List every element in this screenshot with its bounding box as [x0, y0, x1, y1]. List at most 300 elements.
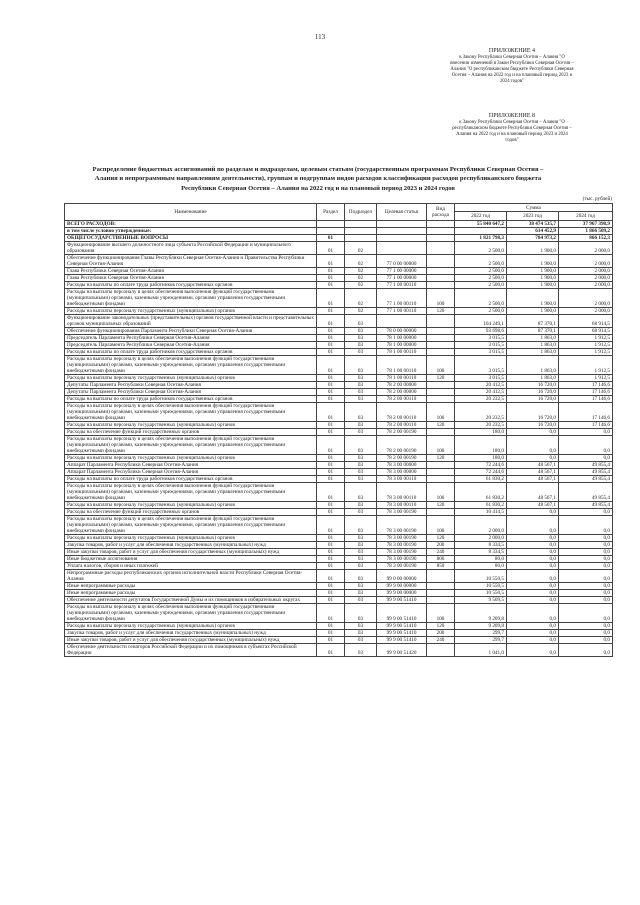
cell-2023: 0,0 [507, 623, 559, 630]
table-row [65, 469, 613, 476]
table-row [65, 502, 613, 509]
cell-subsection: 03 [345, 583, 377, 590]
cell-2023: 48 567,1 [507, 469, 559, 476]
cell-2023: 1 900,0 [507, 268, 559, 275]
cell-section: 01 [317, 563, 345, 570]
table-row [65, 308, 613, 315]
cell-expense-type [427, 469, 455, 476]
cell-target: 78 2 00 00190 [377, 436, 427, 455]
table-row [65, 342, 613, 349]
cell-section: 01 [317, 476, 345, 483]
cell-2023: 1 863,0 [507, 375, 559, 382]
table-row [65, 396, 613, 403]
cell-subsection: 03 [345, 509, 377, 516]
table-row [65, 382, 613, 389]
appendix-4-line: 2024 годов" [500, 79, 524, 85]
cell-expense-type [427, 335, 455, 342]
cell-expense-type [427, 597, 455, 604]
header-sum: Сумма [455, 204, 613, 212]
cell-2023: 0,0 [507, 549, 559, 556]
cell-target: 78 3 00 00110 [377, 476, 427, 483]
cell-2024: 2 000,0 [559, 242, 613, 255]
cell-target: 78 3 00 00190 [377, 535, 427, 542]
cell-target: 77 1 00 00110 [377, 282, 427, 289]
cell-name: Функционирование законодательных (представительных) органов государственной власти и представительных органов муниципальных образований [65, 315, 317, 328]
cell-target: 78 3 00 00110 [377, 502, 427, 509]
cell-name: Расходы на выплаты персоналу в целях обеспечения выполнения функций государственными (муниципальными) органами, казенными учреждениями, органами управления государственными внебюджетными фондами [65, 483, 317, 502]
cell-2022: 20 232,5 [455, 422, 507, 429]
cell-section: 01 [317, 335, 345, 342]
cell-name: Функционирование высшего должностного лица субъекта Российской Федерации и муниципального образования [65, 242, 317, 255]
cell-section: 01 [317, 396, 345, 403]
cell-expense-type [427, 509, 455, 516]
cell-section [317, 228, 345, 235]
cell-2022: 20 412,5 [455, 389, 507, 396]
cell-expense-type: 120 [427, 623, 455, 630]
cell-2024: 0,0 [559, 644, 613, 657]
cell-expense-type [427, 583, 455, 590]
cell-expense-type: 100 [427, 356, 455, 375]
table-row [65, 644, 613, 657]
cell-expense-type [427, 268, 455, 275]
appendix-8-heading: ПРИЛОЖЕНИЕ 8 [488, 113, 536, 119]
cell-name: Глава Республики Северная Осетия-Алания [65, 268, 317, 275]
cell-2024: 0,0 [559, 429, 613, 436]
cell-name: Расходы на выплаты персоналу в целях обеспечения выполнения функций государственными (муниципальными) органами, казенными учреждениями, органами управления государственными внебюджетными фондами [65, 289, 317, 308]
appendix-4-line: внесении изменений в Закон Республики Северная Осетия – [450, 61, 574, 67]
cell-2024: 0,0 [559, 549, 613, 556]
cell-2024: 0,0 [559, 563, 613, 570]
cell-name: Глава Республики Северная Осетия-Алания [65, 275, 317, 282]
cell-2023: 1 900,0 [507, 282, 559, 289]
cell-2022: 8 334,5 [455, 549, 507, 556]
cell-2023: 1 900,0 [507, 255, 559, 268]
cell-section: 01 [317, 349, 345, 356]
cell-2022: 55 840 647,2 [455, 221, 507, 228]
cell-expense-type: 800 [427, 556, 455, 563]
cell-2024: 2 000,0 [559, 255, 613, 268]
cell-target: 78 2 00 00000 [377, 389, 427, 396]
cell-section: 01 [317, 242, 345, 255]
cell-expense-type: 240 [427, 637, 455, 644]
cell-expense-type [427, 328, 455, 335]
cell-2024: 49 855,4 [559, 469, 613, 476]
cell-2024: 1 912,5 [559, 375, 613, 382]
cell-target: 77 1 00 00110 [377, 289, 427, 308]
cell-target: 99 9 00 51410 [377, 604, 427, 623]
table-row [65, 556, 613, 563]
cell-target: 77 1 00 00110 [377, 308, 427, 315]
table-row [65, 349, 613, 356]
cell-target: 77 1 00 00000 [377, 275, 427, 282]
cell-subsection: 03 [345, 422, 377, 429]
cell-2024: 0,0 [559, 509, 613, 516]
cell-subsection: 03 [345, 630, 377, 637]
budget-table [64, 203, 613, 657]
cell-section: 01 [317, 630, 345, 637]
cell-name: Председатель Парламента Республики Северная Осетия-Алания [65, 335, 317, 342]
cell-2022: 2 500,0 [455, 308, 507, 315]
cell-expense-type: 100 [427, 483, 455, 502]
cell-2023: 16 720,0 [507, 422, 559, 429]
cell-2023: 1 900,0 [507, 289, 559, 308]
appendix-8-line: годов" [505, 138, 519, 144]
table-row [65, 255, 613, 268]
cell-2023: 1 900,0 [507, 275, 559, 282]
table-row [65, 542, 613, 549]
table-row [65, 235, 613, 242]
cell-section: 01 [317, 462, 345, 469]
cell-target [377, 228, 427, 235]
cell-target: 78 3 00 00190 [377, 516, 427, 535]
cell-name: Расходы на выплаты по оплате труда работников государственных органов [65, 476, 317, 483]
cell-expense-type [427, 476, 455, 483]
cell-name: Обеспечение функционирования Парламента Республики Северная Осетия-Алания [65, 328, 317, 335]
cell-subsection: 03 [345, 462, 377, 469]
cell-2024: 49 855,4 [559, 502, 613, 509]
cell-subsection: 02 [345, 268, 377, 275]
cell-target: 78 3 00 00190 [377, 542, 427, 549]
cell-expense-type [427, 235, 455, 242]
table-row [65, 242, 613, 255]
cell-name: Расходы на выплаты персоналу в целях обеспечения выполнения функций государственными (муниципальными) органами, казенными учреждениями, органами управления государственными внебюджетными фондами [65, 403, 317, 422]
cell-expense-type [427, 644, 455, 657]
cell-2022: 1 041,0 [455, 644, 507, 657]
cell-subsection: 03 [345, 535, 377, 542]
table-row [65, 604, 613, 623]
cell-target: 77 0 00 00000 [377, 255, 427, 268]
cell-target: 78 3 00 00000 [377, 469, 427, 476]
appendix-4-line: Осетия – Алания на 2022 год и на плановый период 2023 и [451, 73, 573, 79]
cell-target [377, 235, 427, 242]
cell-2024: 49 855,4 [559, 462, 613, 469]
cell-subsection: 03 [345, 389, 377, 396]
cell-subsection: 03 [345, 476, 377, 483]
cell-section: 01 [317, 328, 345, 335]
cell-2022: 2 500,0 [455, 275, 507, 282]
cell-target: 99 9 00 00000 [377, 583, 427, 590]
cell-expense-type [427, 349, 455, 356]
cell-2022: 8 334,5 [455, 542, 507, 549]
cell-name: в том числе условно утвержденные: [65, 228, 317, 235]
table-row [65, 275, 613, 282]
cell-subsection: 02 [345, 275, 377, 282]
cell-2022: 61 830,2 [455, 483, 507, 502]
cell-section: 01 [317, 342, 345, 349]
table-row [65, 315, 613, 328]
cell-2024: 1 912,5 [559, 349, 613, 356]
cell-expense-type [427, 429, 455, 436]
cell-2022: 80,0 [455, 556, 507, 563]
cell-2022: 72 244,6 [455, 469, 507, 476]
cell-subsection: 03 [345, 375, 377, 382]
table-row [65, 289, 613, 308]
cell-2022: 20 412,5 [455, 382, 507, 389]
cell-2024: 1 866 509,2 [559, 228, 613, 235]
cell-2023: 0,0 [507, 509, 559, 516]
cell-expense-type: 100 [427, 604, 455, 623]
cell-name: Председатель Парламента Республики Северная Осетия-Алания [65, 342, 317, 349]
cell-2023: 0,0 [507, 429, 559, 436]
cell-2024: 17 146,6 [559, 389, 613, 396]
cell-2023: 48 567,1 [507, 462, 559, 469]
cell-target: 78 3 00 00190 [377, 556, 427, 563]
cell-subsection: 03 [345, 436, 377, 455]
appendix-4-line: к Закону Республики Северная Осетия – Алания "О [459, 55, 565, 60]
table-row [65, 375, 613, 382]
cell-subsection: 03 [345, 570, 377, 583]
cell-name: Депутаты Парламента Республики Северная Осетия-Алания [65, 389, 317, 396]
cell-2024: 0,0 [559, 583, 613, 590]
cell-2022: 2 500,0 [455, 268, 507, 275]
cell-subsection: 03 [345, 315, 377, 328]
cell-2023: 1 900,0 [507, 308, 559, 315]
cell-target: 78 2 00 00110 [377, 422, 427, 429]
cell-section: 01 [317, 604, 345, 623]
cell-2023: 48 567,1 [507, 476, 559, 483]
table-row [65, 623, 613, 630]
cell-section: 01 [317, 255, 345, 268]
page-number: 113 [314, 33, 326, 41]
cell-section: 01 [317, 549, 345, 556]
cell-2024: 2 000,0 [559, 289, 613, 308]
table-row [65, 563, 613, 570]
cell-2024: 2 000,0 [559, 308, 613, 315]
cell-expense-type: 100 [427, 436, 455, 455]
cell-name: Расходы на выплаты персоналу государственных (муниципальных) органов [65, 502, 317, 509]
cell-2024: 17 146,6 [559, 403, 613, 422]
cell-expense-type: 120 [427, 502, 455, 509]
cell-2022: 10 414,5 [455, 509, 507, 516]
cell-2022: 10 550,5 [455, 570, 507, 583]
cell-subsection [345, 228, 377, 235]
cell-2022: 2 500,0 [455, 255, 507, 268]
cell-name: Уплата налогов, сборов и иных платежей [65, 563, 317, 570]
cell-target: 78 3 00 00190 [377, 563, 427, 570]
cell-2023: 0,0 [507, 455, 559, 462]
cell-subsection: 03 [345, 556, 377, 563]
cell-expense-type [427, 242, 455, 255]
cell-name: Иные непрограммные расходы [65, 583, 317, 590]
cell-name: ОБЩЕГОСУДАРСТВЕННЫЕ ВОПРОСЫ [65, 235, 317, 242]
cell-expense-type: 200 [427, 630, 455, 637]
cell-name: Расходы на выплаты персоналу государственных (муниципальных) органов [65, 308, 317, 315]
cell-name: Расходы на выплаты персоналу государственных (муниципальных) органов [65, 455, 317, 462]
cell-2022: 3 015,5 [455, 375, 507, 382]
cell-target: 99 9 00 00000 [377, 590, 427, 597]
cell-name: Расходы на выплаты персоналу в целях обеспечения выполнения функций государственными (муниципальными) органами, казенными учреждениями, органами управления государственными внебюджетными фондами [65, 604, 317, 623]
cell-2022: 9 209,8 [455, 604, 507, 623]
cell-2023: 38 474 535,7 [507, 221, 559, 228]
cell-section: 01 [317, 469, 345, 476]
cell-2023: 614 452,9 [507, 228, 559, 235]
cell-name: Иные непрограммные расходы [65, 590, 317, 597]
cell-2024: 0,0 [559, 630, 613, 637]
table-row [65, 630, 613, 637]
cell-subsection: 02 [345, 289, 377, 308]
cell-name: Аппарат Парламента Республики Северная Осетия-Алания [65, 462, 317, 469]
cell-section: 01 [317, 422, 345, 429]
cell-2024: 0,0 [559, 535, 613, 542]
cell-2023: 0,0 [507, 644, 559, 657]
table-row [65, 356, 613, 375]
table-body [65, 221, 613, 657]
cell-2022: 9 509,5 [455, 597, 507, 604]
cell-2024: 37 967 398,9 [559, 221, 613, 228]
table-row [65, 583, 613, 590]
cell-2023: 0,0 [507, 516, 559, 535]
cell-2023: 16 720,0 [507, 396, 559, 403]
cell-2022: 9 209,8 [455, 623, 507, 630]
cell-2022: 299,7 [455, 637, 507, 644]
cell-subsection: 03 [345, 455, 377, 462]
cell-subsection: 02 [345, 255, 377, 268]
cell-target: 78 2 00 00190 [377, 429, 427, 436]
cell-2022: 2 500,0 [455, 282, 507, 289]
cell-2023: 16 720,0 [507, 382, 559, 389]
cell-2024: 866 152,3 [559, 235, 613, 242]
appendix-8-block [412, 112, 612, 144]
cell-2024: 0,0 [559, 556, 613, 563]
cell-2022: 1 821 798,3 [455, 235, 507, 242]
cell-target: 78 0 00 00000 [377, 328, 427, 335]
cell-expense-type [427, 462, 455, 469]
cell-name: Расходы на обеспечение функций государственных органов [65, 429, 317, 436]
table-row [65, 483, 613, 502]
cell-2023: 16 720,0 [507, 389, 559, 396]
cell-expense-type [427, 255, 455, 268]
unit-label: (тыс. рублей) [582, 196, 612, 202]
cell-target: 78 1 00 00110 [377, 375, 427, 382]
cell-subsection: 03 [345, 356, 377, 375]
cell-2024: 17 146,6 [559, 422, 613, 429]
cell-2023: 1 863,0 [507, 342, 559, 349]
cell-subsection: 03 [345, 563, 377, 570]
cell-2023: 0,0 [507, 563, 559, 570]
cell-2023: 87 370,1 [507, 328, 559, 335]
cell-subsection [345, 221, 377, 228]
cell-section: 01 [317, 637, 345, 644]
cell-2022: 3 015,5 [455, 342, 507, 349]
cell-section: 01 [317, 382, 345, 389]
cell-2024: 0,0 [559, 455, 613, 462]
cell-expense-type [427, 228, 455, 235]
cell-section: 01 [317, 542, 345, 549]
cell-name: Обеспечение деятельности депутатов Государственной Думы и их помощников в избирательных округах [65, 597, 317, 604]
cell-target: 78 1 00 00110 [377, 356, 427, 375]
cell-subsection: 02 [345, 242, 377, 255]
cell-target: 99 9 00 51410 [377, 623, 427, 630]
table-row [65, 221, 613, 228]
cell-2023: 1 900,0 [507, 242, 559, 255]
cell-expense-type [427, 221, 455, 228]
cell-target: 78 1 00 00110 [377, 349, 427, 356]
appendix-4-block [412, 47, 612, 85]
cell-name: Расходы на выплаты персоналу государственных (муниципальных) органов [65, 623, 317, 630]
cell-2024: 0,0 [559, 436, 613, 455]
cell-section: 01 [317, 455, 345, 462]
cell-2024: 49 855,4 [559, 483, 613, 502]
cell-section: 01 [317, 556, 345, 563]
cell-expense-type [427, 590, 455, 597]
cell-subsection: 03 [345, 469, 377, 476]
cell-name: Расходы на выплаты персоналу государственных (муниципальных) органов [65, 422, 317, 429]
cell-name: Закупка товаров, работ и услуг для обеспечения государственных (муниципальных) нужд [65, 542, 317, 549]
header-expense-type: Вид расхода [427, 204, 455, 221]
cell-name: Обеспечение функционирования Главы Республики Северная Осетия-Алания и Правительства Республики Северная Осетия-Алания [65, 255, 317, 268]
cell-section: 01 [317, 597, 345, 604]
cell-target: 78 2 00 00110 [377, 396, 427, 403]
cell-name: Аппарат Парламента Республики Северная Осетия-Алания [65, 469, 317, 476]
cell-2022: 104 249,1 [455, 315, 507, 328]
cell-2024: 2 000,0 [559, 282, 613, 289]
appendix-8-line: республиканском бюджете Республики Северная Осетия – [452, 126, 572, 132]
cell-target: 99 9 00 51410 [377, 630, 427, 637]
table-row [65, 403, 613, 422]
cell-subsection: 03 [345, 644, 377, 657]
cell-2024: 1 912,5 [559, 335, 613, 342]
cell-2022 [455, 228, 507, 235]
cell-subsection: 03 [345, 604, 377, 623]
cell-2024: 68 914,5 [559, 315, 613, 328]
appendix-8-line: Алания на 2022 год и на плановый период 2023 и 2024 [456, 132, 568, 138]
cell-target: 99 9 00 51410 [377, 637, 427, 644]
cell-expense-type [427, 389, 455, 396]
cell-expense-type: 120 [427, 375, 455, 382]
cell-subsection: 03 [345, 637, 377, 644]
cell-name: Непрограммные расходы республиканских органов исполнительной власти Республики Северная Осетия-Алания [65, 570, 317, 583]
header-target: Целевая статья [377, 204, 427, 221]
cell-2022: 2 000,0 [455, 516, 507, 535]
table-row [65, 389, 613, 396]
cell-2022: 2 500,0 [455, 242, 507, 255]
table-row [65, 429, 613, 436]
cell-section: 01 [317, 535, 345, 542]
cell-2023: 0,0 [507, 597, 559, 604]
cell-target: 78 2 00 00190 [377, 455, 427, 462]
cell-2024: 0,0 [559, 637, 613, 644]
table-row [65, 436, 613, 455]
cell-section [317, 221, 345, 228]
cell-target: 78 1 00 00000 [377, 342, 427, 349]
cell-expense-type: 120 [427, 535, 455, 542]
cell-2022: 10 550,5 [455, 590, 507, 597]
cell-subsection: 03 [345, 349, 377, 356]
cell-2024: 0,0 [559, 570, 613, 583]
cell-name: Расходы на выплаты по оплате труда работников государственных органов [65, 396, 317, 403]
header-name: Наименование [65, 204, 317, 221]
cell-2022: 180,0 [455, 429, 507, 436]
cell-subsection: 03 [345, 396, 377, 403]
cell-2024: 0,0 [559, 542, 613, 549]
cell-target: 78 2 00 00110 [377, 403, 427, 422]
cell-2022: 180,0 [455, 455, 507, 462]
cell-target: 77 1 00 00000 [377, 268, 427, 275]
cell-2024: 49 855,4 [559, 476, 613, 483]
cell-section: 01 [317, 308, 345, 315]
cell-2022: 72 244,6 [455, 462, 507, 469]
cell-2023: 87 370,1 [507, 315, 559, 328]
cell-target [377, 242, 427, 255]
cell-2023: 48 567,1 [507, 483, 559, 502]
cell-target: 99 9 00 51410 [377, 597, 427, 604]
table-row [65, 535, 613, 542]
cell-expense-type [427, 342, 455, 349]
cell-subsection: 03 [345, 516, 377, 535]
cell-subsection: 03 [345, 549, 377, 556]
cell-2022: 10 550,5 [455, 583, 507, 590]
cell-subsection: 03 [345, 542, 377, 549]
